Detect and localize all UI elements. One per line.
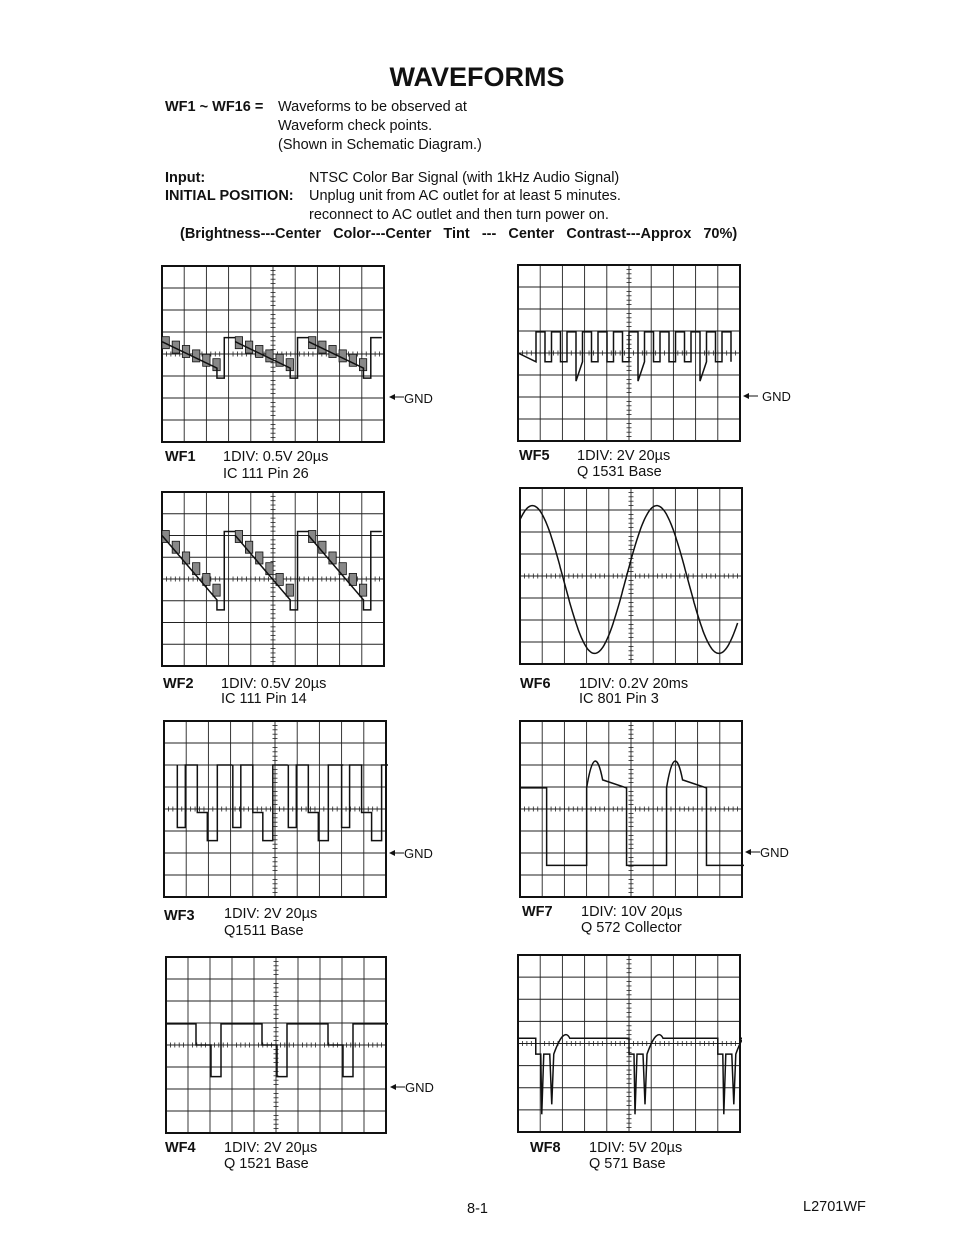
intro-line: Waveform check points. xyxy=(278,118,433,134)
wf8-id: WF8 xyxy=(530,1140,561,1156)
wf5-trace xyxy=(518,332,731,381)
wf6-id: WF6 xyxy=(520,676,551,692)
initial-position-line: Unplug unit from AC outlet for at least 5 minutes. xyxy=(309,188,621,204)
color-bar-step xyxy=(359,584,366,596)
initial-position-line: reconnect to AC outlet and then turn power on. xyxy=(309,207,609,223)
wf5-id: WF5 xyxy=(519,448,550,464)
wf6-scale: 1DIV: 0.2V 20ms xyxy=(579,676,689,692)
wf3-point: Q1511 Base xyxy=(224,923,304,939)
wf5-scale: 1DIV: 2V 20µs xyxy=(577,448,671,464)
wf7-scale: 1DIV: 10V 20µs xyxy=(581,904,683,920)
wf7-scope xyxy=(518,719,744,899)
gnd-label: GND xyxy=(404,846,433,861)
gnd-label: GND xyxy=(760,845,789,860)
wf3-id: WF3 xyxy=(164,908,195,924)
wf4-id: WF4 xyxy=(165,1140,196,1156)
wf1-point: IC 111 Pin 26 xyxy=(223,466,309,482)
intro-key: WF1 ~ WF16 = xyxy=(165,99,264,115)
color-bar-step xyxy=(182,552,189,564)
wf6-scope xyxy=(518,486,744,666)
gnd-label: GND xyxy=(762,389,791,404)
gnd-marker xyxy=(742,389,760,407)
wf1-scope xyxy=(160,264,386,444)
wf8-scope xyxy=(516,953,742,1134)
model-number: L2701WF xyxy=(803,1199,866,1215)
wf4-scale: 1DIV: 2V 20µs xyxy=(224,1140,318,1156)
wf8-point: Q 571 Base xyxy=(589,1156,666,1172)
input-value: NTSC Color Bar Signal (with 1kHz Audio Signal) xyxy=(309,170,620,186)
intro-line: Waveforms to be observed at xyxy=(278,99,467,115)
page-title: WAVEFORMS xyxy=(389,62,565,92)
wf5-point: Q 1531 Base xyxy=(577,464,662,480)
intro-line: (Shown in Schematic Diagram.) xyxy=(278,137,482,153)
wf3-scope xyxy=(162,719,388,899)
wf5-scope xyxy=(516,263,742,443)
color-bar-step xyxy=(286,584,293,596)
scope-graticule xyxy=(520,721,742,897)
gnd-label: GND xyxy=(405,1080,434,1095)
initial-position-label: INITIAL POSITION: xyxy=(165,188,294,204)
gnd-label: GND xyxy=(404,391,433,406)
color-bar-step xyxy=(256,552,263,564)
wf7-id: WF7 xyxy=(522,904,553,920)
wf6-point: IC 801 Pin 3 xyxy=(579,691,659,707)
page-number: 8-1 xyxy=(467,1201,488,1217)
wf4-point: Q 1521 Base xyxy=(224,1156,309,1172)
wf8-scale: 1DIV: 5V 20µs xyxy=(589,1140,683,1156)
wf4-scope xyxy=(164,955,388,1135)
scope-graticule xyxy=(520,488,742,664)
color-bar-step xyxy=(329,552,336,564)
wf1-id: WF1 xyxy=(165,449,196,465)
wf3-scale: 1DIV: 2V 20µs xyxy=(224,906,318,922)
color-bar-step xyxy=(213,584,220,596)
settings-line: (Brightness---Center Color---Center Tint --- Center Contrast---Approx 70%) xyxy=(180,226,738,242)
wf7-point: Q 572 Collector xyxy=(581,920,682,936)
wf2-scope xyxy=(160,490,386,668)
wf3-trace xyxy=(177,765,388,841)
input-label: Input: xyxy=(165,170,206,186)
wf2-scale: 1DIV: 0.5V 20µs xyxy=(221,676,327,692)
wf2-id: WF2 xyxy=(163,676,194,692)
wf1-scale: 1DIV: 0.5V 20µs xyxy=(223,449,329,465)
wf2-point: IC 111 Pin 14 xyxy=(221,691,307,707)
